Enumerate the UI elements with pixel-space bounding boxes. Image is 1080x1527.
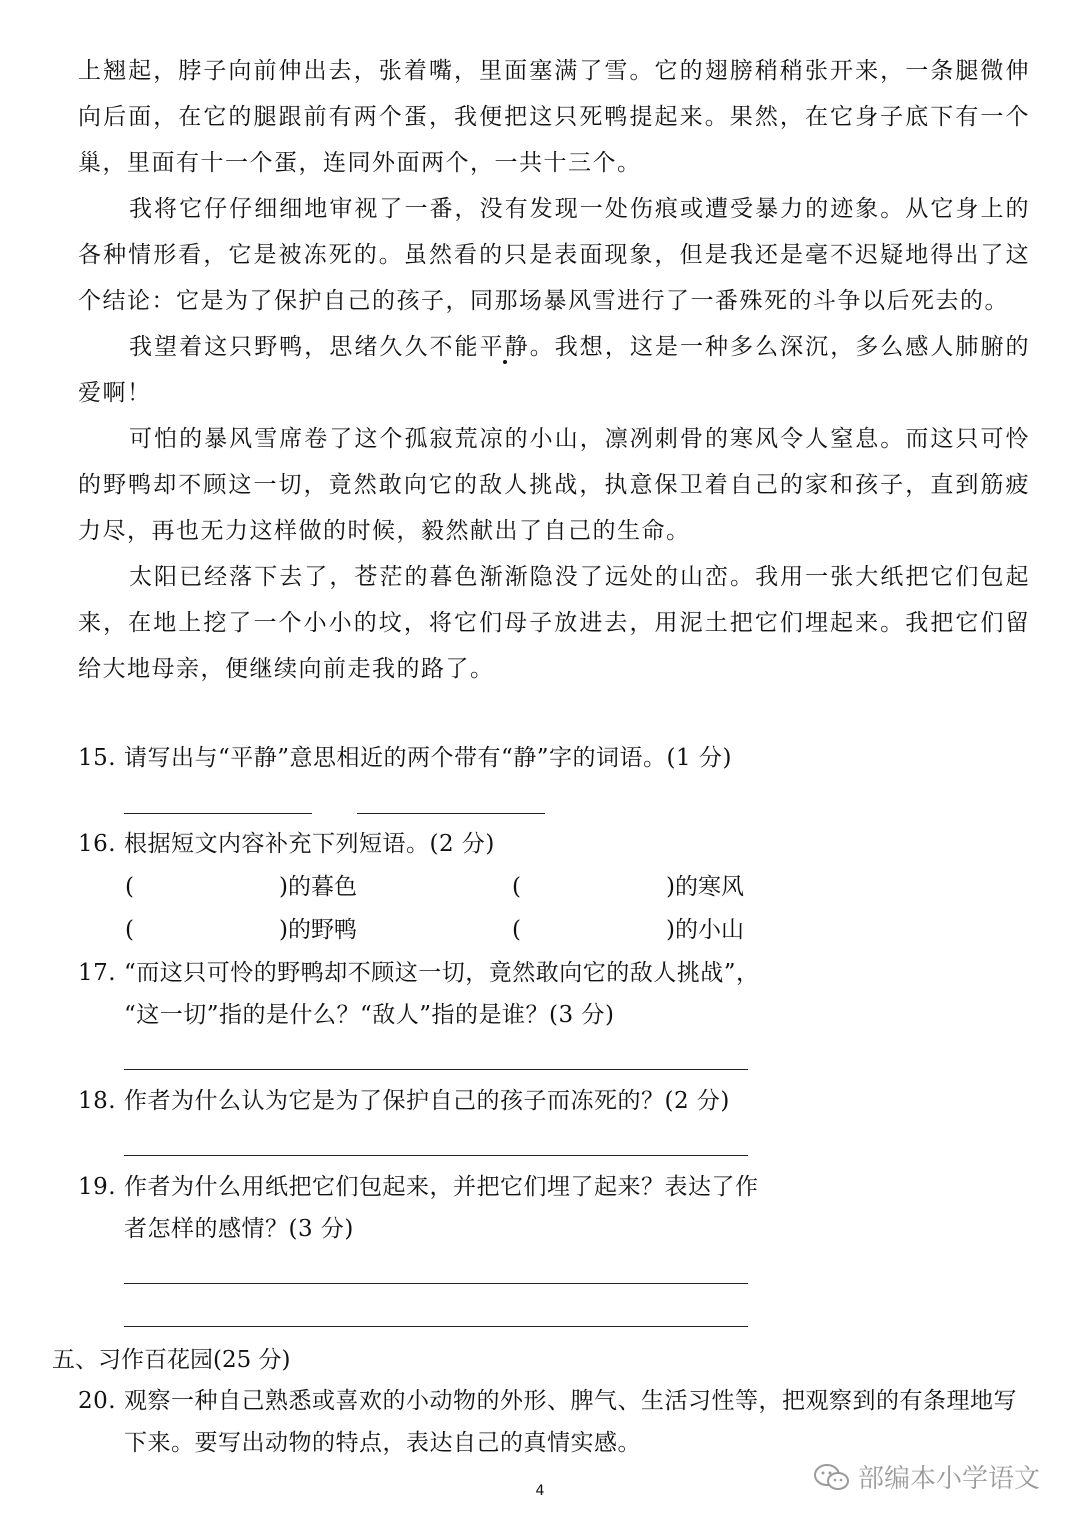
question-text: 根据短文内容补充下列短语。(2 分) bbox=[124, 831, 495, 857]
question-text: 请写出与“平静”意思相近的两个带有“静”字的词语。(1 分) bbox=[124, 745, 732, 771]
phrase-blank-4[interactable]: ( )的小山 bbox=[512, 917, 744, 943]
page-number: 4 bbox=[535, 1483, 545, 1499]
question-16 bbox=[78, 823, 495, 865]
phrase-suffix: 的暮色 bbox=[287, 874, 357, 900]
passage-paragraph-1: 上翘起，脖子向前伸出去，张着嘴，里面塞满了雪。它的翅膀稍稍张开来，一条腿微伸向后面，在它的腿跟前有两个蛋，我便把这只死鸭提起来。果然，在它身子底下有一个巢，里面有十一个蛋，连同外面两个，一共十三个。 bbox=[78, 58, 1030, 176]
section-heading: 五、习作百花园(25 分) bbox=[52, 1347, 291, 1373]
question-19 bbox=[78, 1166, 759, 1250]
phrase-blank-2[interactable]: ( )的寒风 bbox=[512, 874, 744, 900]
question-17 bbox=[78, 952, 760, 1036]
question-number: 17. bbox=[78, 960, 117, 986]
passage-paragraph-3-after: 。我想，这是一种多么深沉，多么感人肺腑的爱啊！ bbox=[78, 334, 1031, 406]
question-text: 作者为什么用纸把它们包起来，并把它们埋了起来？表达了作 bbox=[124, 1174, 759, 1200]
passage-paragraph-5: 太阳已经落下去了，苍茫的暮色渐渐隐没了远处的山峦。我用一张大纸把它们包起来，在地上挖了一个小小的坟，将它们母子放进去，用泥土把它们埋起来。我把它们留给大地母亲，便继续向前走我的路了。 bbox=[78, 564, 1030, 682]
question-number: 20. bbox=[78, 1388, 117, 1414]
question-number: 15. bbox=[78, 745, 117, 771]
emphasized-word: 平静 bbox=[479, 334, 530, 360]
phrase-suffix: 的小山 bbox=[674, 917, 744, 943]
answer-line-19b[interactable] bbox=[124, 1326, 748, 1327]
phrase-blank-3[interactable]: ( )的野鸭 bbox=[125, 917, 357, 943]
wechat-icon bbox=[812, 1462, 852, 1492]
question-number: 18. bbox=[78, 1088, 117, 1114]
question-18 bbox=[78, 1080, 730, 1122]
watermark bbox=[812, 1458, 1040, 1495]
passage-paragraph-3 bbox=[78, 324, 1030, 416]
question-20 bbox=[78, 1380, 1038, 1464]
reading-passage bbox=[78, 48, 1030, 692]
phrase-suffix: 的野鸭 bbox=[287, 917, 357, 943]
phrase-suffix: 的寒风 bbox=[674, 874, 744, 900]
question-text-cont: “这一切”指的是什么？“敌人”指的是谁？(3 分) bbox=[124, 1002, 615, 1028]
watermark-text: 部编本小学语文 bbox=[858, 1464, 1041, 1494]
answer-line-19a[interactable] bbox=[124, 1283, 748, 1284]
passage-paragraph-2: 我将它仔仔细细地审视了一番，没有发现一处伤痕或遭受暴力的迹象。从它身上的各种情形看，它是被冻死的。虽然看的只是表面现象，但是我还是毫不迟疑地得出了这个结论：它是为了保护自己的孩子，同那场暴风雪进行了一番殊死的斗争以后死去的。 bbox=[78, 196, 1030, 314]
answer-line-17[interactable] bbox=[124, 1069, 748, 1070]
question-number: 16. bbox=[78, 831, 117, 857]
passage-paragraph-3-before: 我望着这只野鸭，思绪久久不能 bbox=[129, 334, 480, 360]
question-number: 19. bbox=[78, 1174, 117, 1200]
passage-paragraph-4: 可怕的暴风雪席卷了这个孤寂荒凉的小山，凛冽刺骨的寒风令人窒息。而这只可怜的野鸭却不顾这一切，竟然敢向它的敌人挑战，执意保卫着自己的家和孩子，直到筋疲力尽，再也无力这样做的时候，毅然献出了自己的生命。 bbox=[78, 426, 1030, 544]
answer-line-18[interactable] bbox=[124, 1155, 748, 1156]
answer-line-15a[interactable] bbox=[124, 813, 312, 814]
phrase-blank-1[interactable]: ( )的暮色 bbox=[125, 874, 357, 900]
question-text-cont: 者怎样的感情？(3 分) bbox=[124, 1216, 354, 1242]
question-text: 作者为什么认为它是为了保护自己的孩子而冻死的？(2 分) bbox=[124, 1088, 730, 1114]
question-text-cont: 下来。要写出动物的特点，表达自己的真情实感。 bbox=[124, 1430, 641, 1456]
question-15 bbox=[78, 737, 732, 779]
question-text: 观察一种自己熟悉或喜欢的小动物的外形、脾气、生活习性等，把观察到的有条理地写 bbox=[124, 1388, 1017, 1414]
question-text: “而这只可怜的野鸭却不顾这一切，竟然敢向它的敌人挑战”， bbox=[124, 960, 760, 986]
answer-line-15b[interactable] bbox=[357, 813, 545, 814]
